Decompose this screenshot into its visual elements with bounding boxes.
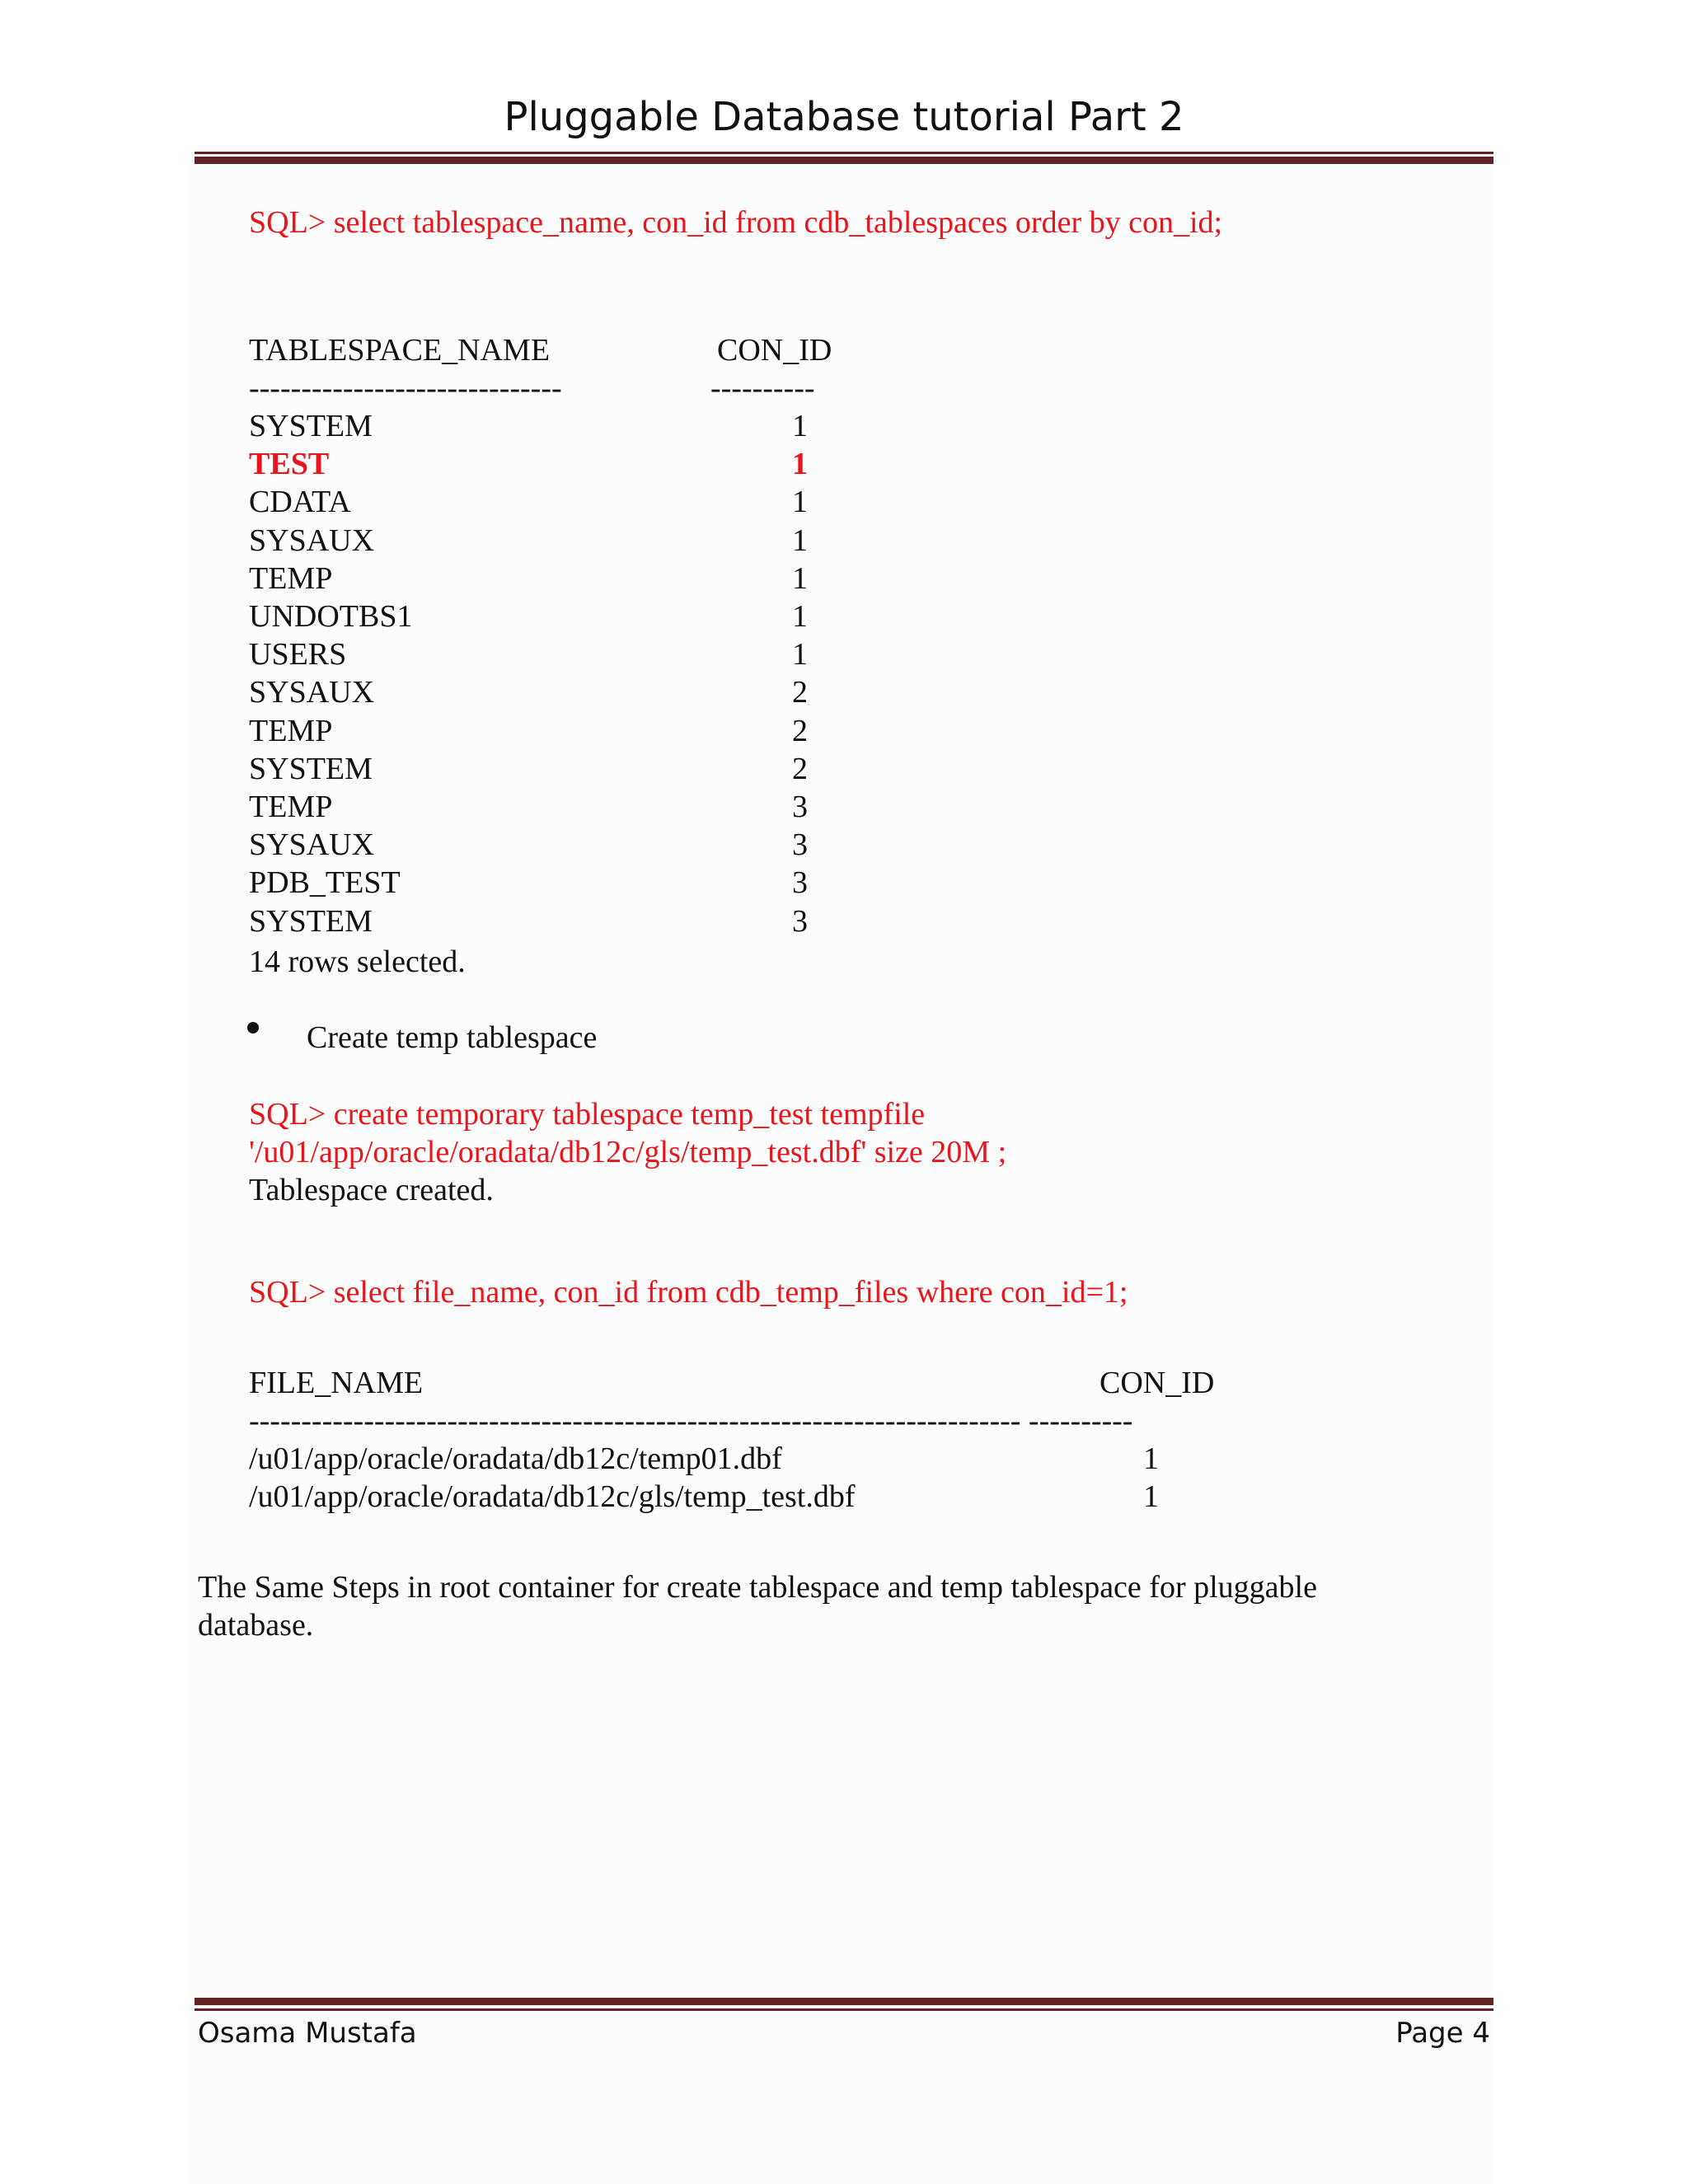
tablespace-row-name: SYSTEM	[249, 409, 373, 443]
tablespace-row-name: CDATA	[249, 485, 351, 519]
sql-create-temp-line1: SQL> create temporary tablespace temp_test tempfile	[249, 1097, 926, 1132]
tablespace-row-name: TEST	[249, 447, 330, 481]
column-header-con-id: CON_ID	[717, 333, 832, 368]
paragraph-line-1: The Same Steps in root container for create tablespace and temp tablespace for pluggable	[198, 1570, 1317, 1605]
tempfile-row-con-id: 1	[1143, 1441, 1159, 1476]
column-separator-con: ----------	[710, 371, 815, 405]
sql-create-temp-line2: '/u01/app/oracle/oradata/db12c/gls/temp_test.dbf' size 20M ;	[249, 1135, 1007, 1169]
tablespace-row-con-id: 2	[792, 714, 808, 748]
header-rule-thick	[195, 157, 1493, 164]
footer-author: Osama Mustafa	[198, 2017, 417, 2050]
tablespace-row-name: TEMP	[249, 714, 333, 748]
tablespace-row-name: SYSAUX	[249, 675, 375, 710]
sql-query-temp-files: SQL> select file_name, con_id from cdb_temp_files where con_id=1;	[249, 1275, 1128, 1310]
tablespace-row-con-id: 3	[792, 865, 808, 900]
tablespace-row-name: USERS	[249, 637, 347, 672]
tablespace-row-con-id: 3	[792, 790, 808, 824]
column-header-tablespace-name: TABLESPACE_NAME	[249, 333, 551, 368]
paragraph-line-2: database.	[198, 1608, 314, 1643]
tablespace-row-con-id: 2	[792, 752, 808, 786]
tablespace-row-name: TEMP	[249, 790, 333, 824]
tablespace-row-con-id: 1	[792, 637, 808, 672]
rows-selected-note: 14 rows selected.	[249, 944, 466, 979]
sql-query-tablespaces: SQL> select tablespace_name, con_id from cdb_tablespaces order by con_id;	[249, 205, 1223, 240]
tempfile-row-con-id: 1	[1143, 1479, 1159, 1514]
tablespace-row-con-id: 1	[792, 485, 808, 519]
footer-page-number: Page 4	[1395, 2017, 1490, 2050]
footer-rule-thick	[195, 1998, 1493, 2005]
tablespace-row-con-id: 1	[792, 561, 808, 596]
column-header-file-name: FILE_NAME	[249, 1366, 424, 1400]
tablespace-row-con-id: 3	[792, 827, 808, 862]
tablespace-row-con-id: 1	[792, 409, 808, 443]
tablespace-row-con-id: 3	[792, 904, 808, 939]
tablespace-row-name: SYSAUX	[249, 827, 375, 862]
tempfile-row-name: /u01/app/oracle/oradata/db12c/temp01.dbf	[249, 1441, 782, 1476]
tablespace-row-con-id: 1	[792, 523, 808, 558]
footer-rule-thin	[195, 2008, 1493, 2011]
bullet-icon	[247, 1022, 259, 1033]
tablespace-row-con-id: 2	[792, 675, 808, 710]
column-separator-name: ------------------------------	[249, 371, 562, 405]
page-header-title: Pluggable Database tutorial Part 2	[504, 94, 1184, 140]
tablespace-row-name: UNDOTBS1	[249, 599, 413, 634]
column-separator-row: -------------------------------------------------------------------------- ----------	[249, 1404, 1133, 1438]
bullet-create-temp-tablespace: Create temp tablespace	[307, 1020, 598, 1055]
tablespace-row-name: SYSTEM	[249, 904, 373, 939]
tablespace-row-name: PDB_TEST	[249, 865, 401, 900]
header-rule-thin	[195, 152, 1493, 154]
column-header-con-id-2: CON_ID	[1100, 1366, 1215, 1400]
tablespace-row-con-id: 1	[792, 599, 808, 634]
tablespace-row-name: TEMP	[249, 561, 333, 596]
sql-create-temp-result: Tablespace created.	[249, 1173, 494, 1207]
tempfile-row-name: /u01/app/oracle/oradata/db12c/gls/temp_test.dbf	[249, 1479, 856, 1514]
tablespace-row-name: SYSTEM	[249, 752, 373, 786]
tablespace-row-con-id: 1	[792, 447, 808, 481]
tablespace-row-name: SYSAUX	[249, 523, 375, 558]
